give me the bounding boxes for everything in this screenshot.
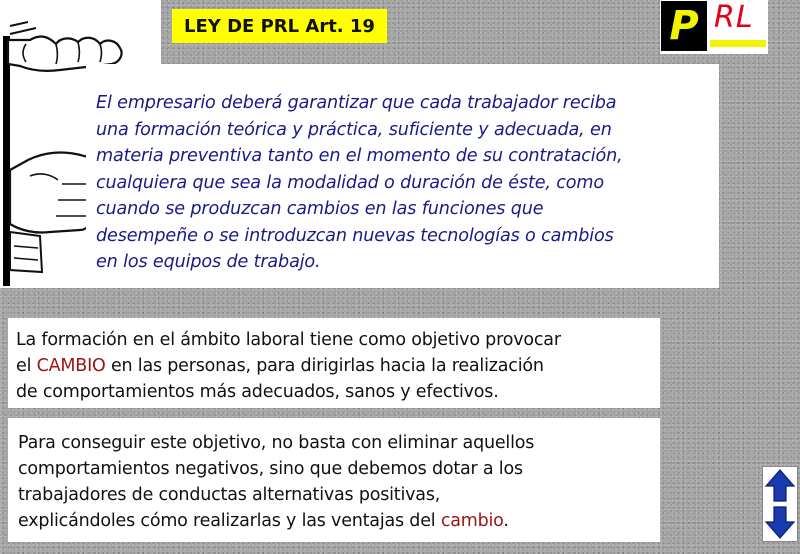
behaviors-line-2: comportamientos negativos, sino que debemos dotar a los [18, 459, 523, 479]
training-objective-text [16, 327, 561, 405]
prl-logo [660, 0, 768, 54]
objective-line-2-pre: el [16, 356, 37, 376]
alternative-behaviors-text [18, 430, 534, 534]
arrow-up-icon[interactable] [763, 467, 797, 504]
cambio-lowercase-highlight: cambio [440, 511, 504, 531]
slide-title [172, 9, 387, 43]
alternative-behaviors-box [8, 418, 660, 542]
objective-line-2-post: en las personas, para dirigirlas hacia la realización [105, 356, 544, 376]
training-objective-box [8, 318, 660, 408]
cambio-highlight: CAMBIO [36, 356, 106, 376]
behaviors-line-1: Para conseguir este objetivo, no basta con eliminar aquellos [18, 433, 535, 453]
slide-title-text: LEY DE PRL Art. 19 [184, 15, 375, 37]
objective-line-1: La formación en el ámbito laboral tiene como objetivo provocar [16, 330, 561, 350]
logo-p-box [661, 1, 707, 51]
law-article-text: El empresario deberá garantizar que cada trabajador reciba una formación teórica y práctica, suficiente y adecuada, en materia preventiva tanto en el momento de su contratación, cualquiera que sea la modalidad o duración de éste, como cuando se produzcan cambios en las funciones que desempeñe o se introduzcan nuevas tecnologías o cambios en los equipos de trabajo. [96, 93, 623, 272]
logo-p-letter: P [669, 3, 699, 49]
logo-rl-letters: RL [714, 0, 754, 35]
logo-underline-bar [710, 40, 766, 47]
behaviors-line-4-post: . [503, 511, 509, 531]
behaviors-line-4-pre: explicándoles cómo realizarlas y las ventajas del [18, 511, 441, 531]
slide-navigation [762, 466, 798, 542]
arrow-down-icon[interactable] [763, 504, 797, 541]
objective-line-3: de comportamientos más adecuados, sanos y efectivos. [16, 382, 499, 402]
behaviors-line-3: trabajadores de conductas alternativas positivas, [18, 485, 441, 505]
